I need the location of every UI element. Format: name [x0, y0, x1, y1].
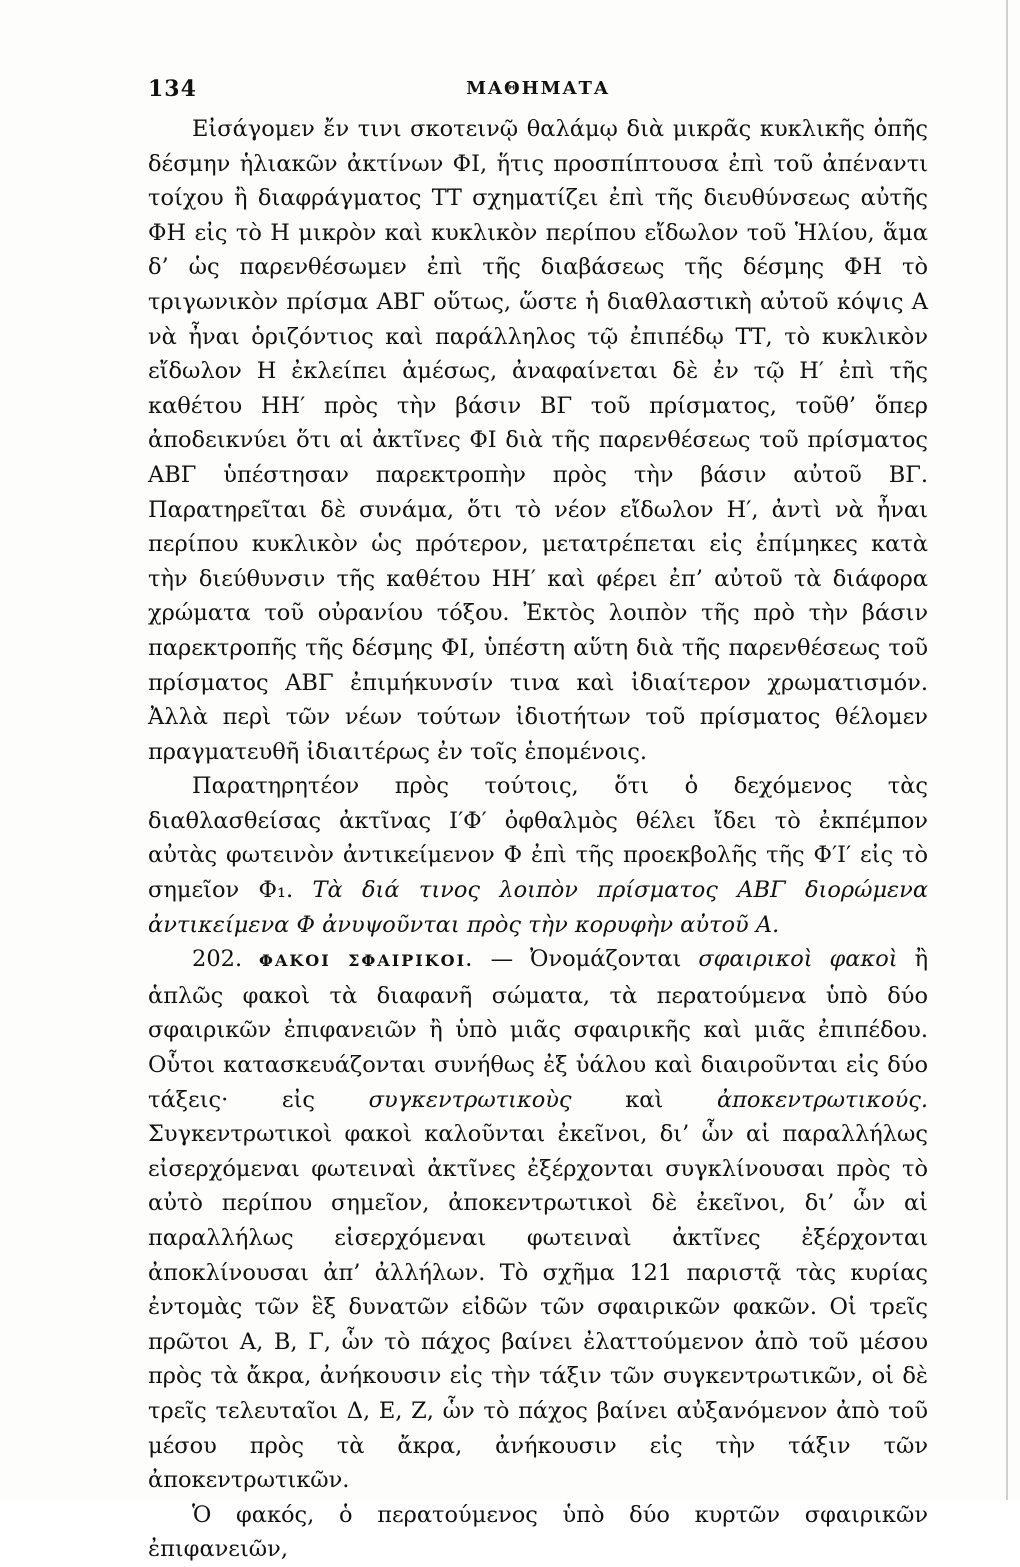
paragraph-2-conclusion: Τὰ διά τινος λοιπὸν πρίσματος ΑΒΓ διορώμενα ἀντικείμενα Φ ἀνυψοῦνται πρὸς τὴν κορυφὴν αὐτοῦ Α.	[148, 877, 929, 938]
page-edge	[1006, 0, 1008, 1500]
paragraph-2-text: Παρατηρητέον πρὸς τούτοις, ὅτι ὁ δεχόμενος τὰς διαθλασθείσας ἀκτῖνας Ι′Φ′ ὀφθαλμὸς θέλει ἴδει τὸ ἐκπέμπον αὐτὰς φωτεινὸν ἀντικείμενον Φ ἐπὶ τῆς προεκβολῆς τῆς Φ′Ι′ εἰς τὸ σημεῖον Φ₁.	[148, 773, 928, 904]
section-text-1: — Ὀνομάζονται	[490, 946, 682, 973]
paragraph-1: Εἰσάγομεν ἔν τινι σκοτεινῷ θαλάμῳ διὰ μικρᾶς κυκλικῆς ὀπῆς δέσμην ἡλιακῶν ἀκτίνων ΦΙ, ἥτις προσπίπτουσα ἐπὶ τοῦ ἀπέναντι τοίχου ἢ διαφράγματος ΤΤ σχηματίζει ἐπὶ τῆς διευθύνσεως αὐτῆς ΦΗ εἰς τὸ Η μικρὸν καὶ κυκλικὸν περίπου εἴδωλον τοῦ Ἡλίου, ἅμα δ’ ὡς παρενθέσωμεν ἐπὶ τῆς διαβάσεως τῆς δέσμης ΦΗ τὸ τριγωνικὸν πρίσμα ΑΒΓ οὕτως, ὥστε ἡ διαθλαστικὴ αὐτοῦ κόψις Α νὰ ἦναι ὁριζόντιος καὶ παράλληλος τῷ ἐπιπέδῳ ΤΤ, τὸ κυκλικὸν εἴδωλον Η ἐκλείπει ἀμέσως, ἀναφαίνεται δὲ ἐν τῷ Η′ ἐπὶ τῆς καθέτου ΗΗ′ πρὸς τὴν βάσιν ΒΓ τοῦ πρίσματος, τοῦθ’ ὅπερ ἀποδεικνύει ὅτι αἱ ἀκτῖνες ΦΙ διὰ τῆς παρενθέσεως τοῦ πρίσματος ΑΒΓ ὑπέστησαν παρεκτροπὴν πρὸς τὴν βάσιν αὐτοῦ ΒΓ. Παρατηρεῖται δὲ συνάμα, ὅτι τὸ νέον εἴδωλον Η′, ἀντὶ νὰ ἦναι περίπου κυκλικὸν ὡς πρότερον, μετατρέπεται εἰς ἐπίμηκες κατὰ τὴν διεύθυνσιν τῆς καθέτου ΗΗ′ καὶ φέρει ἐπ’ αὐτοῦ τὰ διάφορα χρώματα τοῦ οὐρανίου τόξου. Ἐκτὸς λοιπὸν τῆς πρὸ τὴν βάσιν παρεκτροπῆς τῆς δέσμης ΦΙ, ὑπέστη αὕτη διὰ τῆς παρενθέσεως τοῦ πρίσματος ΑΒΓ ἐπιμήκυνσίν τινα καὶ ἰδιαίτερον χρωματισμόν. Ἀλλὰ περὶ τῶν νέων τούτων ἰδιοτήτων τοῦ πρίσματος θέλομεν πραγματευθῆ ἰδιαιτέρως ἐν τοῖς ἑπομένοις.	[148, 116, 928, 765]
term-diverging: ἀποκεντρωτικούς.	[716, 1086, 928, 1113]
paragraph-last: Ὁ φακός, ὁ περατούμενος ὑπὸ δύο κυρτῶν σφαιρικῶν ἐπιφανειῶν,	[148, 1501, 928, 1563]
section-number: 202.	[192, 946, 243, 973]
section-title: ΦΑΚΟΙ ΣΦΑΙΡΙΚΟΙ.	[259, 951, 474, 971]
page-header	[148, 76, 928, 106]
term-spherical-lenses: σφαιρικοὶ φακοὶ	[698, 946, 898, 973]
section-text-3: καὶ	[625, 1086, 664, 1113]
running-head: ΜΑΘΗΜΑΤΑ	[466, 78, 610, 99]
body-text	[148, 112, 928, 1567]
section-text-2: ἢ ἁπλῶς φακοὶ τὰ διαφανῆ σώματα, τὰ περατούμενα ὑπὸ δύο σφαιρικῶν ἐπιφανειῶν ἢ ὑπὸ μιᾶς σφαιρικῆς καὶ μιᾶς ἐπιπέδου. Οὗτοι κατασκευάζονται συνήθως ἐξ ὑάλου καὶ διαιροῦνται εἰς δύο τάξεις· εἰς	[148, 946, 929, 1113]
term-converging: συγκεντρωτικοὺς	[368, 1086, 572, 1113]
section-text-4: Συγκεντρωτικοὶ φακοὶ καλοῦνται ἐκεῖνοι, δι’ ὧν αἱ παραλλήλως εἰσερχόμεναι φωτειναὶ ἀκτῖνες ἐξέρχονται συγκλίνουσαι πρὸς τὸ αὐτὸ περίπου σημεῖον, ἀποκεντρωτικοὶ δὲ ἐκεῖνοι, δι’ ὧν αἱ παραλλήλως εἰσερχόμεναι φωτειναὶ ἀκτῖνες ἐξέρχονται ἀποκλίνουσαι ἀπ’ ἀλλήλων. Τὸ σχῆμα 121 παριστᾷ τὰς κυρίας ἐντομὰς τῶν ἓξ δυνατῶν εἰδῶν τῶν σφαιρικῶν φακῶν. Οἱ τρεῖς πρῶτοι Α, Β, Γ, ὧν τὸ πάχος βαίνει ἐλαττούμενον ἀπὸ τοῦ μέσου πρὸς τὰ ἄκρα, ἀνήκουσιν εἰς τὴν τάξιν τῶν συγκεντρωτικῶν, οἱ δὲ τρεῖς τελευταῖοι Δ, Ε, Ζ, ὧν τὸ πάχος βαίνει αὐξανόμενον ἀπὸ τοῦ μέσου πρὸς τὰ ἄκρα, ἀνήκουσιν εἰς τὴν τάξιν τῶν ἀποκεντρωτικῶν.	[148, 1121, 928, 1494]
section-202	[148, 942, 928, 1498]
paragraph-2	[148, 769, 928, 942]
page-number: 134	[148, 76, 197, 102]
